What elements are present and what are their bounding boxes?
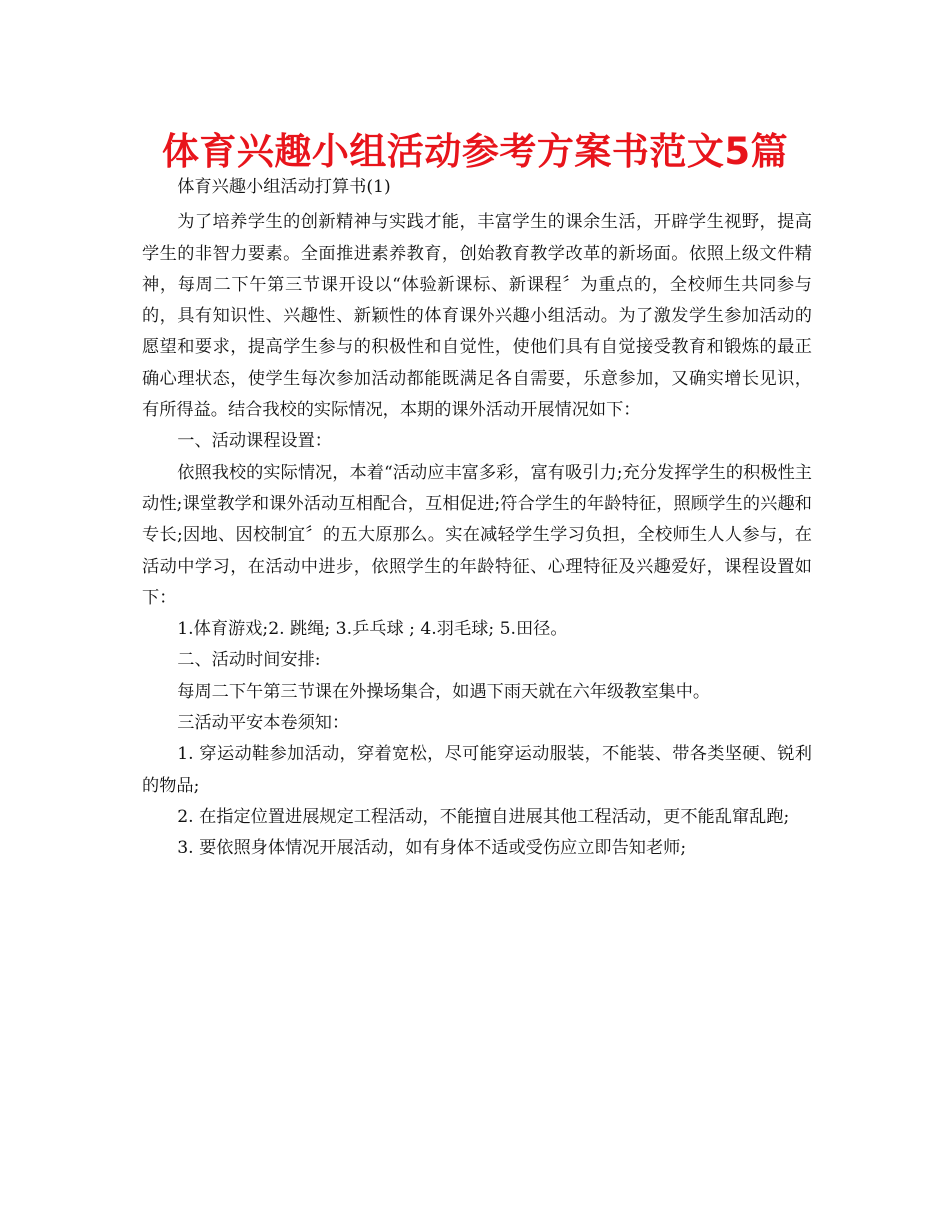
course-list: 1.体育游戏;2. 跳绳; 3.乒乓球 ; 4.羽毛球; 5.田径。 <box>177 619 568 640</box>
intro-paragraph: 为了培养学生的创新精神与实践才能，丰富学生的课余生活，开辟学生视野，提高学生的非智力要素。全面推进素养教育，创始教育教学改革的新场面。依照上级文件精神，每周二下午第三节课开设以“体验新课标、新课程〞为重点的，全校师生共同参与的，具有知识性、兴趣性、新颖性的体育课外兴趣小组活动。为了激发学生参加活动的愿望和要求，提高学生参与的积极性和自觉性，使他们具有自觉接受教育和锻炼的最正确心理状态，使学生每次参加活动都能既满足各自需要，乐意参加，又确实增长见识，有所得益。结合我校的实际情况，本期的课外活动开展情况如下： <box>142 212 812 421</box>
courses-paragraph: 依照我校的实际情况，本着“活动应丰富多彩，富有吸引力;充分发挥学生的积极性主动性;课堂教学和课外活动互相配合，互相促进;符合学生的年龄特征，照顾学生的兴趣和专长;因地、因校制宜〞的五大原那么。实在减轻学生学习负担，全校师生人人参与，在活动中学习，在活动中进步，依照学生的年龄特征、心理特征及兴趣爱好，课程设置如下： <box>142 462 812 608</box>
plan-subtitle: 体育兴趣小组活动打算书(1) <box>177 177 391 197</box>
document-body <box>142 172 812 865</box>
safety-item-3: 3. 要依照身体情况开展活动，如有身体不适或受伤应立即告知老师; <box>177 838 687 859</box>
schedule-paragraph: 每周二下午第三节课在外操场集合，如遇下雨天就在六年级教室集中。 <box>177 681 711 702</box>
section-heading-courses: 一、活动课程设置： <box>177 431 332 452</box>
section-heading-safety: 三活动平安本卷须知： <box>177 713 350 734</box>
safety-item-1: 1. 穿运动鞋参加活动，穿着宽松，尽可能穿运动服装，不能装、带各类坚硬、锐利的物品; <box>142 744 812 796</box>
document-title: 体育兴趣小组活动参考方案书范文5篇 <box>161 130 789 173</box>
section-heading-schedule: 二、活动时间安排: <box>177 650 321 671</box>
safety-item-2: 2. 在指定位置进展规定工程活动，不能擅自进展其他工程活动，更不能乱窜乱跑; <box>177 806 790 827</box>
